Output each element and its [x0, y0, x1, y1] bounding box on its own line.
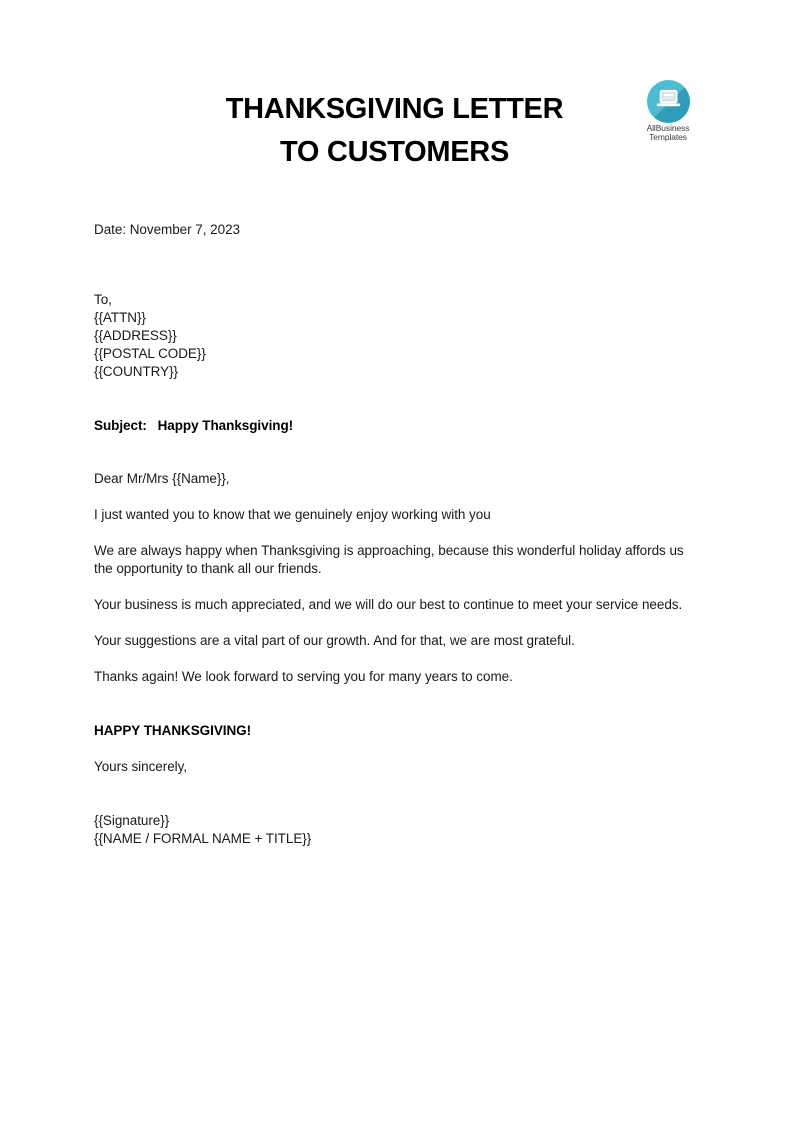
- subject-label: Subject:: [94, 418, 147, 433]
- laptop-icon: [647, 80, 690, 123]
- recipient-address-placeholder: {{ADDRESS}}: [94, 328, 177, 343]
- recipient-postal-code-placeholder: {{POSTAL CODE}}: [94, 346, 206, 361]
- signature-placeholder: {{Signature}}: [94, 813, 170, 828]
- signature-name-title-placeholder: {{NAME / FORMAL NAME + TITLE}}: [94, 831, 312, 846]
- salutation: Dear Mr/Mrs {{Name}},: [94, 471, 230, 486]
- recipient-block: [94, 291, 695, 381]
- signature-block: [94, 812, 695, 848]
- allbusiness-templates-logo: [636, 80, 700, 142]
- body-paragraph-3: Your business is much appreciated, and we will do our best to continue to meet your service needs.: [94, 597, 683, 612]
- body-paragraph-1: I just wanted you to know that we genuinely enjoy working with you: [94, 507, 491, 522]
- logo-wordmark-line-1: AllBusiness: [646, 123, 690, 133]
- recipient-label: To,: [94, 292, 112, 307]
- letter-body: [94, 221, 695, 848]
- closing-headline: HAPPY THANKSGIVING!: [94, 723, 252, 738]
- page-title-line-2: TO CUSTOMERS: [280, 136, 509, 168]
- logo-wordmark: [636, 124, 700, 142]
- valediction: Yours sincerely,: [94, 759, 187, 774]
- body-paragraph-5: Thanks again! We look forward to serving you for many years to come.: [94, 669, 513, 684]
- date-line: Date: November 7, 2023: [94, 222, 240, 237]
- subject-line: [94, 417, 695, 435]
- body-paragraph-4: Your suggestions are a vital part of our growth. And for that, we are most grateful.: [94, 633, 575, 648]
- page-title: [94, 88, 695, 174]
- logo-wordmark-line-2: Templates: [649, 131, 687, 142]
- body-paragraph-2: We are always happy when Thanksgiving is approaching, because this wonderful holiday affords us the opportunity to thank all our friends.: [94, 543, 684, 576]
- recipient-country-placeholder: {{COUNTRY}}: [94, 364, 178, 379]
- subject-text: Happy Thanksgiving!: [157, 418, 294, 433]
- page-title-line-1: THANKSGIVING LETTER: [225, 93, 564, 125]
- recipient-attn-placeholder: {{ATTN}}: [94, 310, 146, 325]
